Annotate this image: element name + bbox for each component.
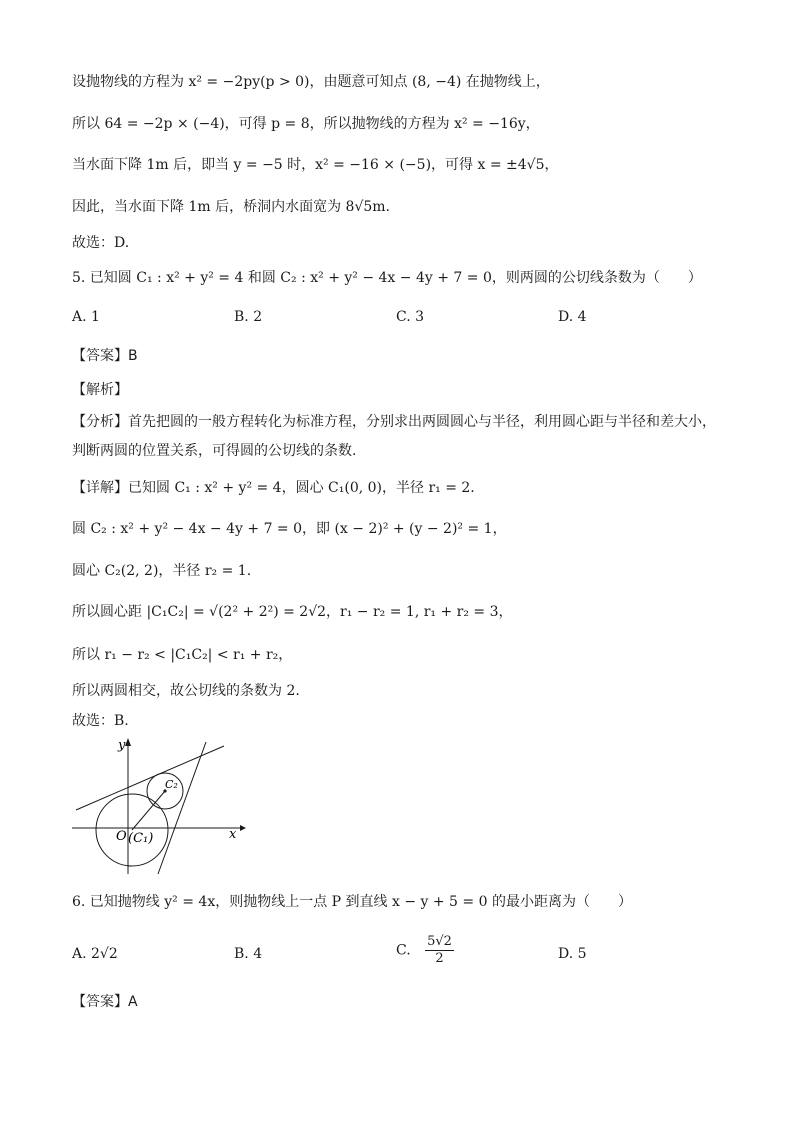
- q5-analysis-line-2: 判断两圆的位置关系，可得圆的公切线的条数.: [72, 443, 357, 459]
- q5-option-a: A. 1: [72, 309, 100, 325]
- c2-label: C₂: [165, 778, 178, 791]
- q5-analysis-line-1: 【分析】首先把圆的一般方程转化为标准方程，分别求出两圆圆心与半径，利用圆心距与半径和差大小，: [72, 414, 716, 430]
- q5-answer: 【答案】B: [72, 348, 138, 364]
- q6-option-c-denominator: 2: [435, 951, 444, 966]
- q5-detail-line-1: 【详解】已知圆 C₁ : x² + y² = 4，圆心 C₁(0, 0)，半径 r₁ = 2.: [72, 480, 475, 496]
- question-5-stem: 5. 已知圆 C₁ : x² + y² = 4 和圆 C₂ : x² + y² − 4x − 4y + 7 = 0，则两圆的公切线条数为（ ）: [72, 270, 702, 286]
- c1-label: (C₁): [128, 831, 154, 846]
- two-circles-figure: [68, 734, 248, 880]
- choice-line-q4: 故选：D.: [72, 235, 130, 251]
- x-axis-label: x: [229, 827, 237, 842]
- q5-detail-line-2: 圆 C₂ : x² + y² − 4x − 4y + 7 = 0，即 (x − 2)² + (y − 2)² = 1，: [72, 521, 507, 537]
- solution-line-3: 当水面下降 1m 后，即当 y = −5 时，x² = −16 × (−5)，可得 x = ±4√5，: [72, 157, 559, 173]
- q6-option-c-prefix: C.: [396, 942, 411, 959]
- q5-analysis-heading: 【解析】: [72, 382, 128, 398]
- question-6-stem: 6. 已知抛物线 y² = 4x，则抛物线上一点 P 到直线 x − y + 5 = 0 的最小距离为（ ）: [72, 894, 632, 910]
- origin-label: O: [116, 829, 127, 844]
- q5-detail-line-4: 所以圆心距 |C₁C₂| = √(2² + 2²) = 2√2，r₁ − r₂ = 1, r₁ + r₂ = 3，: [72, 604, 513, 620]
- q5-option-d: D. 4: [558, 309, 587, 325]
- solution-line-1: 设抛物线的方程为 x² = −2py(p > 0)，由题意可知点 (8, −4) 在抛物线上，: [72, 74, 550, 90]
- q6-option-b: B. 4: [234, 946, 263, 962]
- q5-option-b: B. 2: [234, 309, 263, 325]
- q5-detail-line-5: 所以 r₁ − r₂ < |C₁C₂| < r₁ + r₂，: [72, 647, 293, 663]
- y-axis-label: y: [118, 738, 126, 753]
- q6-option-c-numerator: 5√2: [427, 934, 452, 949]
- q6-option-c: [396, 934, 454, 967]
- solution-line-2: 所以 64 = −2p × (−4)，可得 p = 8，所以抛物线的方程为 x² = −16y，: [72, 116, 540, 132]
- tangent-line-2: [158, 742, 206, 874]
- q6-option-d: D. 5: [558, 946, 587, 962]
- solution-line-4: 因此，当水面下降 1m 后，桥洞内水面宽为 8√5m.: [72, 199, 390, 215]
- q5-detail-line-7: 故选：B.: [72, 713, 129, 729]
- q6-answer: 【答案】A: [72, 994, 138, 1010]
- q6-option-c-fraction: [425, 934, 454, 967]
- q6-option-a: A. 2√2: [72, 946, 118, 962]
- q5-detail-line-3: 圆心 C₂(2, 2)，半径 r₂ = 1.: [72, 563, 252, 579]
- q5-detail-line-6: 所以两圆相交，故公切线的条数为 2.: [72, 683, 300, 699]
- q5-option-c: C. 3: [396, 309, 425, 325]
- y-axis-arrow: [125, 738, 131, 746]
- x-axis-arrow: [240, 825, 246, 831]
